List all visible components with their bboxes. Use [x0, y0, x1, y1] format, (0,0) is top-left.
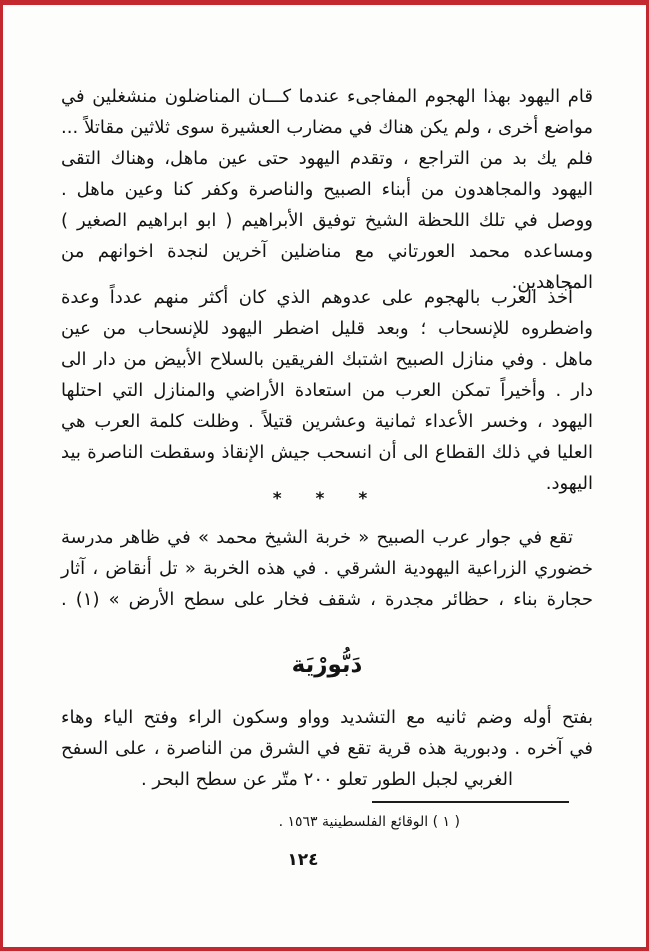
text-line: اليهود والمجاهدون من أبناء الصبيح والناصرة وكفر كنا وعين ماهل . — [61, 179, 593, 200]
text-line: ماهل . وفي منازل الصبيح اشتبك الفريقين بالسلاح الأبيض من دار الى — [61, 349, 593, 370]
text-line: خضوري الزراعية اليهودية الشرقي . في هذه الخربة « تل أنقاض ، آثار — [61, 558, 593, 579]
section-separator-stars: * * * — [272, 489, 382, 509]
paragraph-dabburiyya-description — [61, 702, 593, 795]
text-line: مواضع أخرى ، ولم يكن هناك في مضارب العشيرة سوى ثلاثين مقاتلاً ... — [61, 117, 593, 138]
footnote-divider — [372, 801, 569, 803]
paragraph-counterattack — [61, 282, 593, 494]
text-line: ووصل في تلك اللحظة الشيخ توفيق الأبراهيم ( ابو ابراهيم الصغير ) — [61, 210, 593, 231]
text-line: ومساعده محمد العورتاني مع مناضلين آخرين لنجدة اخوانهم من المجاهدين. — [61, 241, 593, 293]
text-line: اليهود ، وخسر الأعداء ثمانية وعشرين قتيلاً . وظلت كلمة العرب هي — [61, 411, 593, 432]
paragraph-battle-start — [61, 81, 593, 293]
text-line: قام اليهود بهذا الهجوم المفاجىء عندما كـــان المناضلون منشغلين في — [61, 86, 593, 107]
text-line: العليا في ذلك القطاع الى أن انسحب جيش الإنقاذ وسقطت الناصرة بيد اليهود. — [61, 442, 593, 494]
text-line: في آخره . ودبورية هذه قرية تقع في الشرق من الناصرة ، على السفح — [61, 738, 593, 759]
text-line: تقع في جوار عرب الصبيح « خربة الشيخ محمد » في ظاهر مدرسة — [61, 527, 573, 548]
text-line: الغربي لجبل الطور تعلو ٢٠٠ متّر عن سطح البحر . — [140, 769, 514, 790]
footnote-reference: ( ١ ) الوقائع الفلسطينية ١٥٦٣ . — [278, 814, 460, 830]
text-line: حجارة بناء ، حظائر مجدرة ، شقف فخار على سطح الأرض » (١) . — [61, 589, 594, 610]
section-heading-dabburiyya: دَبُّورْيَة — [291, 652, 363, 678]
text-line: أخذ العرب بالهجوم على عدوهم الذي كان أكثر منهم عدداً وعدة — [61, 287, 573, 308]
text-line: بفتح أوله وضم ثانيه مع التشديد وواو وسكون الراء وفتح الياء وهاء — [61, 707, 593, 728]
paragraph-khirbet-sheikh-muhammad — [61, 522, 593, 615]
page-number: ١٢٤ — [287, 850, 319, 870]
text-line: فلم يك بد من التراجع ، وتقدم اليهود حتى عين ماهل، وهناك التقى — [61, 148, 593, 169]
text-line: دار . وأخيراً تمكن العرب من استعادة الأراضي والمنازل التي احتلها — [61, 380, 593, 401]
text-line: واضطروه للإنسحاب ؛ وبعد قليل اضطر اليهود للإنسحاب من عين — [61, 318, 593, 339]
